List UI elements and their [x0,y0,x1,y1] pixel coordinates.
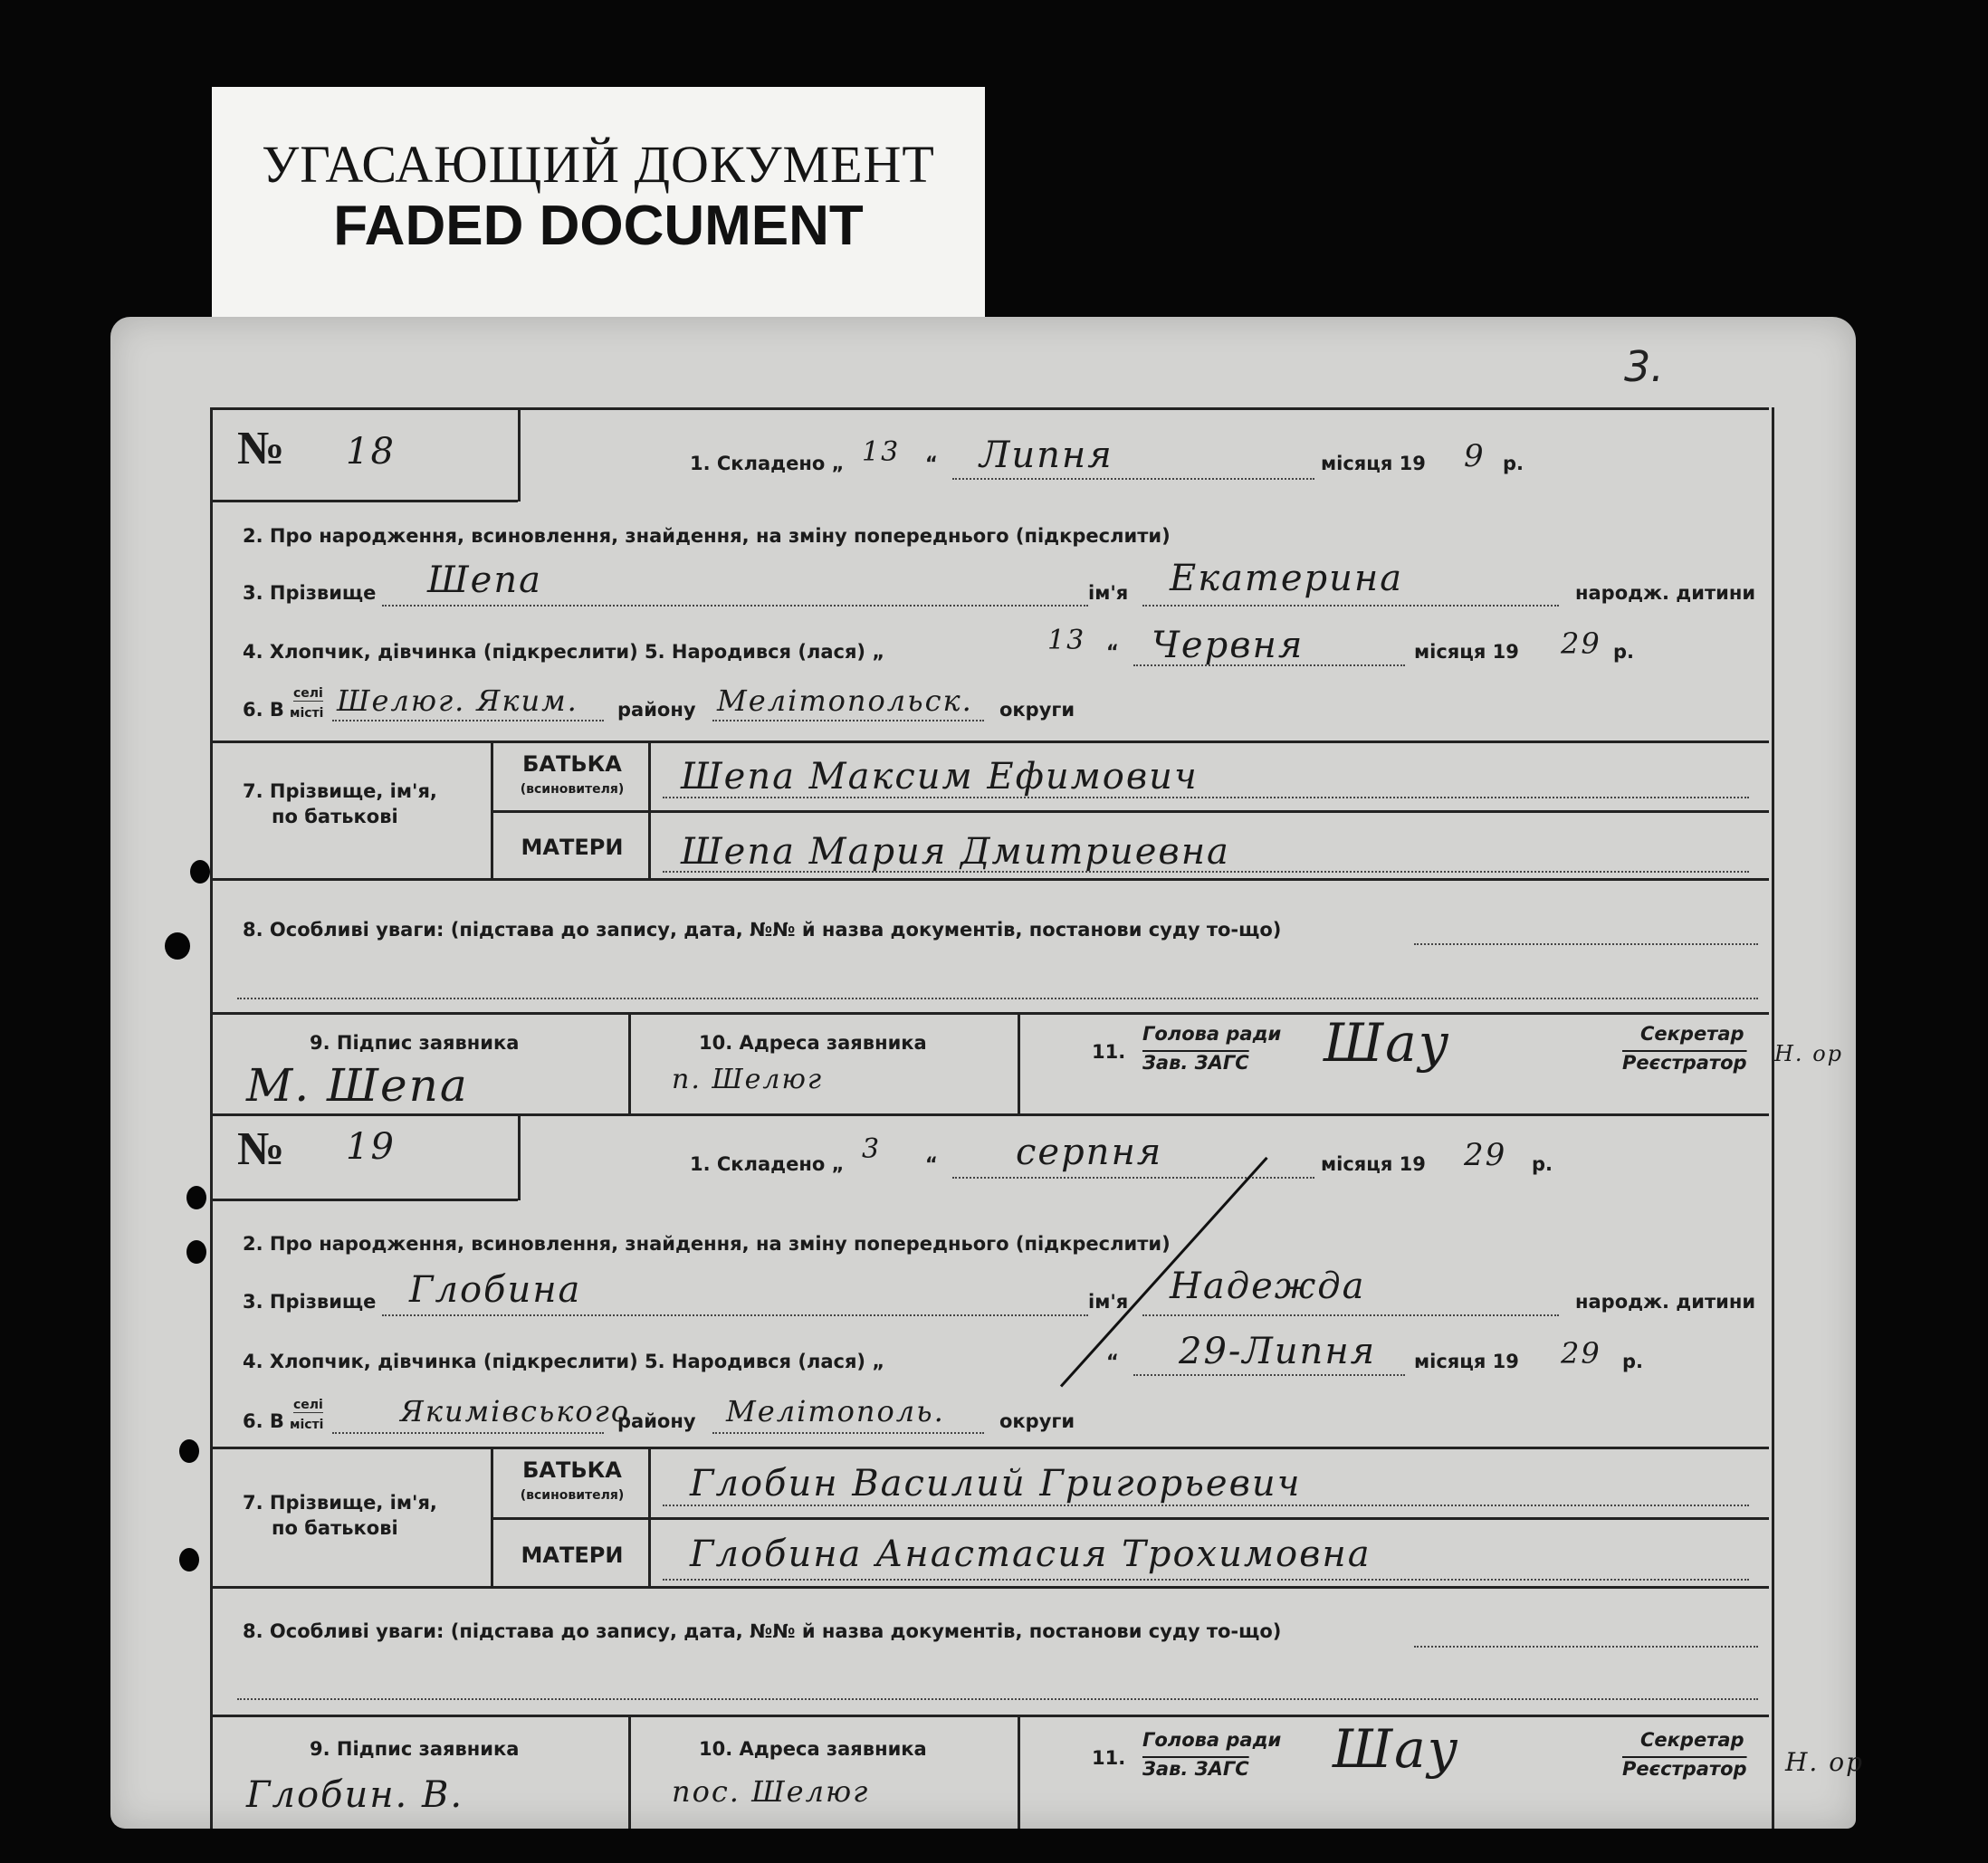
district: Мелітопольск. [717,683,973,718]
record-number: 19 [346,1126,396,1168]
secretary-signature: Н. ор [1785,1747,1864,1777]
field-1-month: місяця 19 [1321,1153,1426,1175]
page-number: 3. [1624,342,1664,391]
district: Мелітополь. [726,1394,945,1428]
quote-mark: “ [1106,641,1119,663]
label-line-en: FADED DOCUMENT [333,195,864,257]
registrar-label: Реєстратор [1622,1758,1747,1780]
compiled-month: серпня [1016,1132,1163,1173]
punch-hole [179,1439,199,1463]
field-7-label: 7. Прізвище, ім'я, [243,780,437,802]
birth-day: 13 [1047,625,1086,656]
punch-hole [165,932,190,960]
secretary-label: Секретар [1640,1023,1744,1045]
compiled-year: 9 [1464,438,1486,474]
father-sub-label: (всиновителя) [520,1488,625,1503]
record-number: 18 [346,431,396,473]
compiled-year: 29 [1464,1137,1507,1173]
compiled-day: 13 [862,436,901,468]
field-3-name-label: ім'я [1088,582,1129,604]
head-signature: Шау [1333,1718,1460,1780]
label-line-ru: УГАСАЮЩИЙ ДОКУМЕНТ [262,135,935,194]
birth-month: 29-Липня [1179,1331,1377,1372]
field-2-label: 2. Про народження, всиновлення, знайдення, на зміну попереднього (підкреслити) [243,525,1171,547]
field-7-label: 7. Прізвище, ім'я, [243,1492,437,1514]
field-11-label: 11. [1092,1041,1126,1063]
field-4-label: 4. Хлопчик, дівчинка (підкреслити) 5. Народився (лася) „ [243,641,885,663]
head-signature: Шау [1324,1012,1451,1074]
field-1-month: місяця 19 [1321,453,1426,474]
mother-fullname: Глобина Анастасия Трохимовна [690,1533,1372,1575]
record-18 [210,407,1843,1113]
quote-mark: “ [925,1153,938,1175]
applicant-signature: Глобин. В. [246,1774,464,1816]
field-6-label: 6. В [243,699,284,721]
father-label: БАТЬКА [522,1457,622,1483]
city-label: місті [290,706,324,721]
father-fullname: Глобин Василий Григорьевич [690,1463,1302,1505]
year-suffix: р. [1503,453,1524,474]
record-19 [210,1113,1864,1829]
field-7-label-2: по батькові [272,1517,398,1539]
compiled-month: Липня [980,435,1113,476]
head-label: Голова ради [1142,1023,1282,1045]
field-4-label: 4. Хлопчик, дівчинка (підкреслити) 5. Народився (лася) „ [243,1351,885,1372]
field-3-name-label: ім'я [1088,1291,1129,1313]
secretary-label: Секретар [1640,1729,1744,1751]
field-7-label-2: по батькові [272,806,398,827]
quote-mark: “ [1106,1351,1119,1372]
zags-label: Зав. ЗАГС [1142,1758,1249,1780]
birth-year: 29 [1561,1336,1601,1371]
number-label: № [237,423,285,474]
field-10-label: 10. Адреса заявника [699,1032,927,1054]
birth-place: Якимівського [400,1394,631,1428]
punch-hole [186,1186,206,1209]
zags-label: Зав. ЗАГС [1142,1052,1249,1074]
field-11-label: 11. [1092,1747,1126,1769]
field-9-label: 9. Підпис заявника [310,1738,520,1760]
head-label: Голова ради [1142,1729,1282,1751]
child-surname: Шепа [427,559,542,601]
okrug-label: округи [999,699,1075,721]
field-9-label: 9. Підпис заявника [310,1032,520,1054]
compiled-day: 3 [862,1133,882,1165]
field-3-surname-label: 3. Прізвище [243,1291,377,1313]
quote-mark: “ [925,453,938,474]
year-suffix: р. [1532,1153,1553,1175]
applicant-address: пос. Шелюг [672,1774,870,1809]
field-4-month: місяця 19 [1414,641,1519,663]
mother-label: МАТЕРИ [521,1543,624,1568]
punch-hole [186,1240,206,1264]
field-1-label: 1. Складено „ [690,453,845,474]
birth-year: 29 [1561,626,1601,661]
district-label: району [617,699,696,721]
year-suffix: р. [1622,1351,1644,1372]
birth-month: Червня [1152,625,1305,666]
okrug-label: округи [999,1410,1075,1432]
district-label: району [617,1410,696,1432]
field-3-child-label: народж. дитини [1575,1291,1756,1313]
father-sub-label: (всиновителя) [520,782,625,797]
child-name: Екатерина [1170,558,1404,599]
register-sheet [110,317,1864,1829]
city-label: місті [290,1418,324,1432]
number-label: № [237,1123,285,1175]
field-4-month: місяця 19 [1414,1351,1519,1372]
applicant-address: п. Шелюг [672,1064,824,1095]
father-label: БАТЬКА [522,751,622,777]
secretary-signature: Н. ор [1774,1041,1843,1066]
field-1-label: 1. Складено „ [690,1153,845,1175]
applicant-signature: М. Шепа [246,1059,469,1112]
father-fullname: Шепа Максим Ефимович [681,756,1199,798]
field-3-child-label: народж. дитини [1575,582,1756,604]
birth-place: Шелюг. Яким. [337,683,578,718]
child-surname: Глобина [409,1269,582,1311]
field-8-label: 8. Особливі уваги: (підстава до запису, дата, №№ й назва документів, постанови суду то-що) [243,919,1282,941]
field-8-label: 8. Особливі уваги: (підстава до запису, дата, №№ й назва документів, постанови суду то-що) [243,1620,1282,1642]
village-label: селі [293,1398,323,1412]
year-suffix: р. [1613,641,1635,663]
punch-hole [179,1548,199,1572]
registrar-label: Реєстратор [1622,1052,1747,1074]
field-10-label: 10. Адреса заявника [699,1738,927,1760]
mother-fullname: Шепа Мария Дмитриевна [681,831,1230,873]
mother-label: МАТЕРИ [521,835,624,860]
child-name: Надежда [1170,1266,1366,1307]
field-3-surname-label: 3. Прізвище [243,582,377,604]
field-6-label: 6. В [243,1410,284,1432]
archive-label [212,87,985,331]
field-2-label: 2. Про народження, всиновлення, знайдення, на зміну попереднього (підкреслити) [243,1233,1171,1255]
village-label: селі [293,686,323,701]
punch-hole [190,860,210,884]
